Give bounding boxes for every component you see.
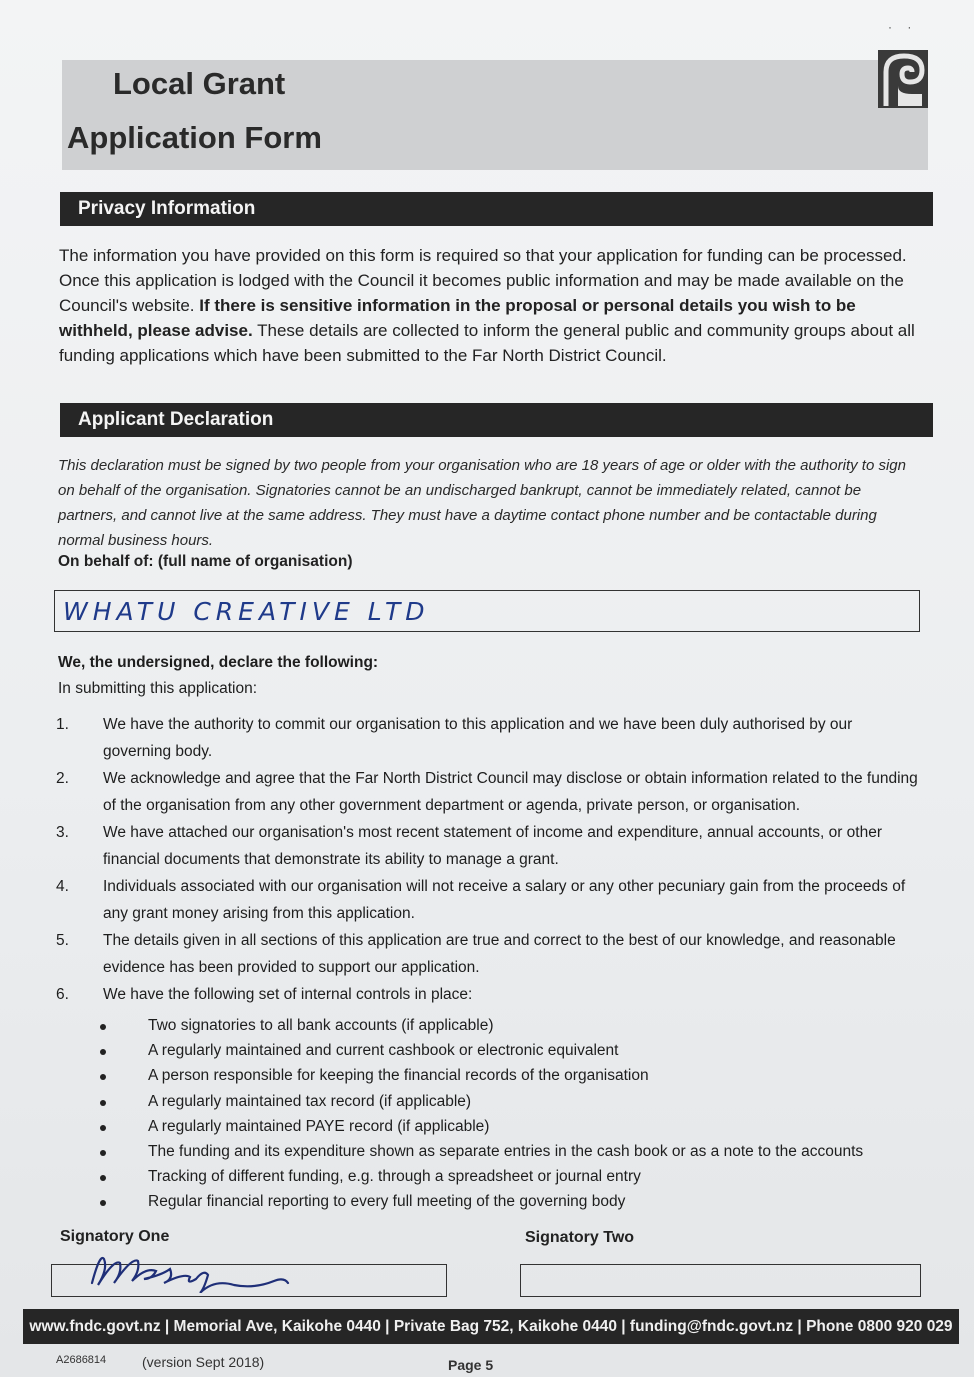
form-title-line2: Application Form xyxy=(67,120,322,155)
privacy-text-part2: These details are collected to inform the general public and community groups about all funding applications which have been submitted to the Far North District Council. xyxy=(59,321,915,365)
bullet-icon xyxy=(100,1200,106,1206)
list-text: A regularly maintained and current cashbook or electronic equivalent xyxy=(148,1042,619,1060)
corner-marks: · · xyxy=(888,20,918,34)
list-number: 1. xyxy=(56,716,69,733)
handwritten-signature-icon xyxy=(74,1249,314,1293)
list-number: 5. xyxy=(56,932,69,949)
list-item xyxy=(96,1089,916,1114)
privacy-text-bold: If there is sensitive information in the proposal or personal details you wish to be withheld, please advise. xyxy=(59,296,856,340)
list-number: 4. xyxy=(56,878,69,895)
list-item xyxy=(96,1013,916,1038)
bullet-icon xyxy=(100,1100,106,1106)
declaration-intro: This declaration must be signed by two people from your organisation who are 18 years of age or older with the authority to sign on behalf of the organisation. Signatories cannot be an undischarged bankrupt, cannot be immediately related, cannot be partners, and cannot live at the same address. They must have a daytime contact phone number and be contactable during normal business hours. xyxy=(58,457,906,549)
privacy-text-part1: The information you have provided on this form is required so that your application for funding can be processed. Once this application is lodged with the Council it becomes public information and may be made available on the Council's website. xyxy=(59,246,907,315)
signatory-two-label: Signatory Two xyxy=(525,1229,635,1246)
list-text: We acknowledge and agree that the Far North District Council may disclose or obtain information related to the funding of the organisation from any other government department or agenda, private person, or organisation. xyxy=(103,770,918,814)
list-item xyxy=(96,1139,916,1164)
list-text: We have the authority to commit our organisation to this application and we have been duly authorised by our governing body. xyxy=(103,716,853,760)
list-text: The funding and its expenditure shown as separate entries in the cash book or as a note to the accounts xyxy=(148,1143,864,1161)
list-item xyxy=(56,819,922,873)
list-text: Individuals associated with our organisation will not receive a salary or any other pecuniary gain from the proceeds of any grant money arising from this application. xyxy=(103,878,906,922)
list-number: 3. xyxy=(56,824,69,841)
undersigned-heading: We, the undersigned, declare the following: xyxy=(58,654,379,671)
list-item xyxy=(56,927,922,981)
list-number: 2. xyxy=(56,770,69,787)
declaration-list xyxy=(56,711,922,1008)
behalf-label: On behalf of: (full name of organisation) xyxy=(58,553,353,570)
list-item xyxy=(96,1038,916,1063)
list-text: A person responsible for keeping the financial records of the organisation xyxy=(148,1067,649,1085)
list-text: We have the following set of internal controls in place: xyxy=(103,986,473,1003)
list-item xyxy=(56,873,922,927)
list-item xyxy=(96,1164,916,1189)
list-number: 6. xyxy=(56,986,69,1003)
list-item xyxy=(96,1063,916,1088)
list-text: Two signatories to all bank accounts (if applicable) xyxy=(148,1017,494,1034)
submitting-label: In submitting this application: xyxy=(58,680,258,697)
signatory-two-field[interactable] xyxy=(520,1264,921,1297)
list-text: We have attached our organisation's most recent statement of income and expenditure, annual accounts, or other financial documents that demonstrate its ability to manage a grant. xyxy=(103,824,882,868)
list-text: A regularly maintained PAYE record (if applicable) xyxy=(148,1117,490,1135)
list-text: Regular financial reporting to every full meeting of the governing body xyxy=(148,1193,626,1211)
footer-contact-bar: www.fndc.govt.nz | Memorial Ave, Kaikohe 0440 | Private Bag 752, Kaikohe 0440 | funding@fndc.govt.nz | Phone 0800 920 029 xyxy=(23,1309,959,1344)
version-label: (version Sept 2018) xyxy=(142,1354,265,1370)
bullet-icon xyxy=(100,1024,106,1030)
page-number: Page 5 xyxy=(448,1357,494,1373)
form-title-line1: Local Grant xyxy=(113,66,286,101)
privacy-paragraph xyxy=(59,243,923,368)
bullet-icon xyxy=(100,1125,106,1131)
list-text: A regularly maintained tax record (if applicable) xyxy=(148,1092,472,1110)
bullet-icon xyxy=(100,1175,106,1181)
bullet-icon xyxy=(100,1074,106,1080)
document-reference: A2686814 xyxy=(56,1354,107,1366)
privacy-section-header: Privacy Information xyxy=(60,192,933,226)
list-item xyxy=(96,1114,916,1139)
bullet-icon xyxy=(100,1049,106,1055)
list-text: The details given in all sections of this application are true and correct to the best of our knowledge, and reasonable evidence has been provided to support our application. xyxy=(103,932,896,976)
list-text: Tracking of different funding, e.g. through a spreadsheet or journal entry xyxy=(148,1168,641,1186)
list-item xyxy=(56,981,922,1008)
list-item xyxy=(96,1189,916,1214)
declaration-section-header: Applicant Declaration xyxy=(60,403,933,437)
internal-controls-list xyxy=(96,1013,916,1215)
council-koru-logo-icon xyxy=(878,50,928,108)
organisation-name-value: WHATU CREATIVE LTD xyxy=(63,597,430,626)
signatory-one-field[interactable] xyxy=(51,1264,447,1297)
signatory-one-label: Signatory One xyxy=(60,1228,170,1245)
organisation-name-field[interactable] xyxy=(54,590,920,632)
list-item xyxy=(56,711,922,765)
bullet-icon xyxy=(100,1150,106,1156)
list-item xyxy=(56,765,922,819)
